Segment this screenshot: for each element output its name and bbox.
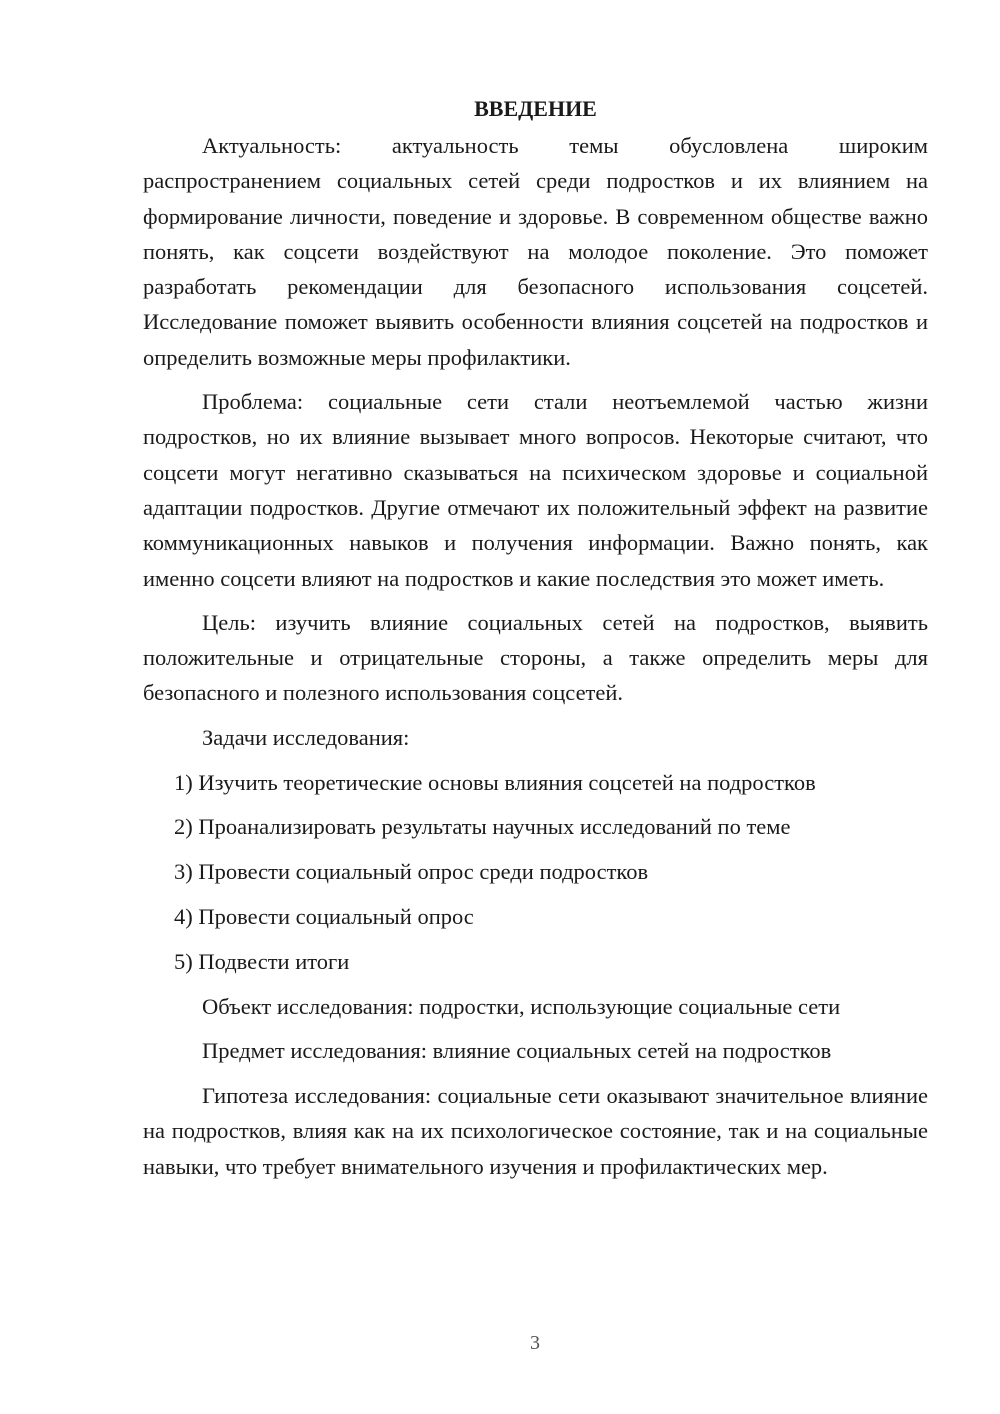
research-object: Объект исследования: подростки, использующие социальные сети [202, 993, 841, 1019]
page-number: 3 [530, 1332, 540, 1354]
document-page [143, 92, 928, 1193]
task-item-3: 3) Провести социальный опрос среди подростков [174, 859, 649, 885]
research-subject: Предмет исследования: влияние социальных сетей на подростков [202, 1038, 832, 1064]
problem-paragraph: Проблема: социальные сети стали неотъемлемой частью жизни подростков, но их влияние вызывает много вопросов. Некоторые считают, что соцсети могут негативно сказываться на психическом здоровье и социальной адаптации подростков. Другие отмечают их положительный эффект на развитие коммуникационных навыков и получения информации. Важно понять, как именно соцсети влияют на подростков и какие последствия это может иметь. [143, 389, 928, 591]
hypothesis-paragraph: Гипотеза исследования: социальные сети оказывают значительное влияние на подростков, влияя как на их психологическое состояние, так и на социальные навыки, что требует внимательного изучения и профилактических мер. [143, 1083, 928, 1179]
relevance-paragraph: Актуальность: актуальность темы обусловлена широким распространением социальных сетей среди подростков и их влиянием на формирование личности, поведение и здоровье. В современном обществе важно понять, как соцсети воздействуют на молодое поколение. Это поможет разработать рекомендации для безопасного использования соцсетей. Исследование поможет выявить особенности влияния соцсетей на подростков и определить возможные меры профилактики. [143, 133, 928, 370]
task-item-1: 1) Изучить теоретические основы влияния соцсетей на подростков [174, 769, 816, 795]
tasks-title: Задачи исследования: [202, 724, 410, 750]
task-item-5: 5) Подвести итоги [174, 948, 350, 974]
section-heading: ВВЕДЕНИЕ [474, 96, 597, 121]
task-item-2: 2) Проанализировать результаты научных исследований по теме [174, 814, 791, 840]
task-item-4: 4) Провести социальный опрос [174, 903, 474, 929]
goal-paragraph: Цель: изучить влияние социальных сетей на подростков, выявить положительные и отрицательные стороны, а также определить меры для безопасного и полезного использования соцсетей. [143, 609, 928, 706]
